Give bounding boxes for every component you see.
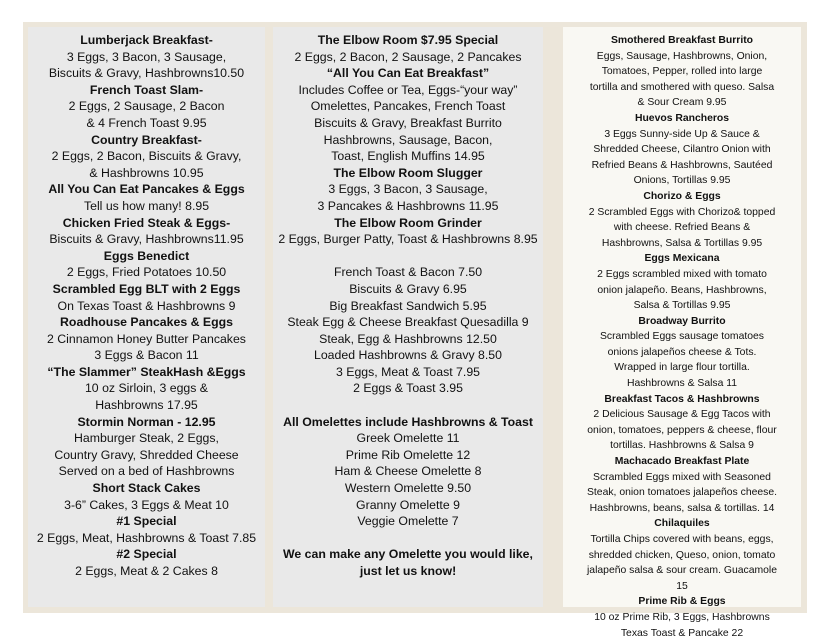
side-item: Steak, Egg & Hashbrowns 12.50: [319, 331, 497, 346]
omelette-item: Greek Omelette 11: [356, 431, 460, 446]
menu-item: [28, 364, 265, 414]
menu-item-title: Breakfast Tacos & Hashbrowns: [604, 393, 760, 405]
menu-item: [28, 314, 265, 364]
menu-item-description: 2 Eggs, 2 Sausage, 2 Bacon: [68, 99, 225, 114]
menu-item-title: The Elbow Room $7.95 Special: [317, 33, 499, 47]
menu-item-description: 10 oz Sirloin, 3 eggs &: [84, 381, 209, 396]
side-item: Biscuits & Gravy 6.95: [349, 281, 467, 296]
menu-item-title: Short Stack Cakes: [92, 481, 201, 496]
menu-item-description: 3 Eggs, 3 Bacon, 3 Sausage,: [66, 49, 227, 64]
menu-item-description: Onions, Tortillas 9.95: [633, 175, 731, 187]
menu-item-description: 2 Eggs, 2 Bacon, 2 Sausage, 2 Pancakes: [294, 49, 522, 64]
menu-item-description: Served on a bed of Hashbrowns: [58, 464, 235, 479]
menu-item-title: #1 Special: [116, 514, 177, 529]
side-item: Big Breakfast Sandwich 5.95: [329, 298, 487, 313]
menu-item-description: Biscuits & Gravy, Hashbrowns11.95: [49, 232, 244, 247]
menu-item-description: 2 Scrambled Eggs with Chorizo& topped: [588, 206, 776, 218]
menu-item-description: Biscuits & Gravy, Hashbrowns10.50: [48, 66, 245, 81]
menu-item: [28, 546, 265, 579]
menu-item-description: Biscuits & Gravy, Breakfast Burrito: [314, 115, 502, 130]
menu-item-description: 2 Cinnamon Honey Butter Pancakes: [47, 331, 246, 346]
menu-item-title: Eggs Mexicana: [644, 253, 720, 265]
omelette-item: Granny Omelette 9: [356, 497, 460, 512]
menu-item-description: Hashbrowns, Salsa & Tortillas 9.95: [601, 237, 763, 249]
menu-item-title: Broadway Burrito: [638, 315, 726, 327]
menu-item-description: with cheese. Refried Beans &: [613, 222, 751, 234]
menu-item-description: Omelettes, Pancakes, French Toast: [310, 99, 506, 114]
omelettes-heading: All Omelettes include Hashbrowns & Toast: [283, 414, 533, 429]
menu-item-title: Roadhouse Pancakes & Eggs: [60, 315, 233, 330]
menu-item-description: Eggs, Sausage, Hashbrowns, Onion,: [596, 50, 768, 62]
menu-item-title: Country Breakfast-: [91, 132, 202, 147]
menu-item-description: onion jalapeño. Beans, Hashbrowns,: [597, 284, 767, 296]
menu-item-description: 2 Eggs, Burger Patty, Toast & Hashbrowns 8.95: [278, 232, 538, 247]
menu-item-description: & Hashbrowns 10.95: [89, 165, 204, 180]
menu-item-description: Hashbrowns & Salsa 11: [626, 378, 738, 390]
menu-item: [28, 215, 265, 248]
menu-item-description: 15: [676, 580, 688, 592]
menu-item-description: Shredded Cheese, Cilantro Onion with: [593, 144, 771, 156]
menu-item-description: On Texas Toast & Hashbrowns 9: [57, 298, 236, 313]
closing-note: just let us know!: [359, 564, 457, 578]
side-item: 2 Eggs & Toast 3.95: [353, 381, 463, 396]
menu-item-description: 10 oz Prime Rib, 3 Eggs, Hashbrowns: [594, 611, 770, 623]
menu-item-title: #2 Special: [116, 547, 177, 562]
menu-item-title: Scrambled Egg BLT with 2 Eggs: [52, 281, 241, 296]
omelette-item: Western Omelette 9.50: [344, 481, 472, 496]
omelette-item: Ham & Cheese Omelette 8: [334, 464, 482, 479]
menu-item-description: Includes Coffee or Tea, Eggs-“your way”: [298, 82, 518, 97]
menu-item: [273, 65, 543, 165]
menu-item-description: Toast, English Muffins 14.95: [331, 149, 485, 164]
menu-item-description: Steak, onion tomatoes jalapeños cheese.: [586, 487, 778, 499]
menu-item-description: 2 Delicious Sausage & Egg Tacos with: [593, 409, 771, 421]
menu-item-description: & Sour Cream 9.95: [637, 97, 727, 109]
menu-item-title: All You Can Eat Pancakes & Eggs: [48, 182, 245, 197]
menu-item-title: French Toast Slam-: [89, 82, 204, 97]
menu-item-title: Machacado Breakfast Plate: [614, 456, 750, 468]
omelette-item: Veggie Omelette 7: [357, 514, 459, 529]
menu-item-title: Chorizo & Eggs: [643, 190, 721, 202]
menu-item: [563, 454, 801, 516]
menu-item-description: onions jalapeños cheese & Tots.: [607, 346, 757, 358]
menu-item-description: 3 Eggs, 3 Bacon, 3 Sausage,: [328, 182, 488, 197]
closing-note: We can make any Omelette you would like,: [283, 547, 533, 562]
menu-item-title: Stormin Norman - 12.95: [77, 414, 216, 429]
menu-item: [28, 132, 265, 182]
menu-item: [273, 32, 543, 65]
menu-item: [563, 594, 801, 641]
menu-item-description: Refried Beans & Hashbrowns, Sautéed: [591, 159, 773, 171]
menu-item-title: Eggs Benedict: [103, 248, 190, 263]
menu-item-description: 3 Pancakes & Hashbrowns 11.95: [317, 198, 499, 213]
menu-item: [28, 82, 265, 132]
menu-item-description: Texas Toast & Pancake 22: [620, 627, 744, 639]
menu-item-description: Tell us how many! 8.95: [83, 198, 210, 213]
menu-item-description: 3 Eggs Sunny-side Up & Sauce &: [604, 128, 760, 140]
menu-item: [563, 33, 801, 111]
menu-item-title: Lumberjack Breakfast-: [80, 33, 213, 47]
menu-item: [28, 181, 265, 214]
spacer: [273, 397, 543, 414]
menu-column-right: [563, 27, 801, 639]
menu-item: [28, 513, 265, 546]
menu-page: [23, 22, 807, 639]
menu-item-description: tortilla and smothered with queso. Salsa: [589, 81, 775, 93]
menu-item-title: Smothered Breakfast Burrito: [610, 35, 754, 46]
menu-item-title: Chilaquiles: [654, 518, 710, 530]
menu-item: [273, 165, 543, 215]
menu-item: [563, 111, 801, 189]
menu-column-left: [28, 27, 265, 607]
menu-item: [563, 392, 801, 454]
menu-item-description: Tortilla Chips covered with beans, eggs,: [590, 534, 774, 545]
spacer: [273, 530, 543, 547]
side-item: French Toast & Bacon 7.50: [333, 265, 483, 280]
menu-item-description: Tomatoes, Pepper, rolled into large: [601, 66, 763, 78]
menu-item-description: & 4 French Toast 9.95: [86, 115, 207, 130]
menu-item: [28, 248, 265, 281]
menu-item-description: jalapeño salsa & sour cream. Guacamole: [586, 565, 777, 577]
menu-item-description: 2 Eggs, Meat, Hashbrowns & Toast 7.85: [36, 530, 257, 545]
menu-item-title: The Elbow Room Grinder: [334, 215, 482, 230]
menu-item-description: Salsa & Tortillas 9.95: [633, 300, 731, 312]
menu-item: [563, 516, 801, 594]
menu-item-title: “The Slammer” SteakHash &Eggs: [47, 364, 246, 379]
menu-item: [273, 215, 543, 248]
side-item: 3 Eggs, Meat & Toast 7.95: [335, 364, 480, 379]
spacer: [273, 248, 543, 265]
menu-item-title: Huevos Rancheros: [634, 112, 730, 124]
menu-column-center: [273, 27, 543, 607]
menu-item-description: Hashbrowns, Sausage, Bacon,: [323, 132, 493, 147]
menu-item-description: Hamburger Steak, 2 Eggs,: [74, 431, 219, 446]
menu-item-title: Prime Rib & Eggs: [638, 596, 726, 608]
menu-item-title: The Elbow Room Slugger: [333, 165, 483, 180]
menu-item: [563, 251, 801, 313]
menu-item-description: 3 Eggs & Bacon 11: [94, 348, 199, 363]
menu-item-description: 2 Eggs scrambled mixed with tomato: [597, 268, 767, 280]
menu-item-title: Chicken Fried Steak & Eggs-: [62, 215, 231, 230]
menu-item-description: 2 Eggs, Meat & 2 Cakes 8: [75, 564, 218, 578]
menu-item-description: 2 Eggs, Fried Potatoes 10.50: [66, 265, 227, 280]
menu-item: [563, 189, 801, 251]
menu-item-description: Wrapped in large flour tortilla.: [614, 362, 750, 374]
menu-item-description: 2 Eggs, 2 Bacon, Biscuits & Gravy,: [51, 149, 242, 164]
side-item: Steak Egg & Cheese Breakfast Quesadilla 9: [287, 315, 529, 330]
menu-item-description: 3-6” Cakes, 3 Eggs & Meat 10: [64, 497, 229, 512]
side-item: Loaded Hashbrowns & Gravy 8.50: [314, 348, 502, 363]
menu-item-description: Hashbrowns, beans, salsa & tortillas. 14: [589, 502, 775, 514]
menu-item-description: Country Gravy, Shredded Cheese: [54, 447, 239, 462]
menu-item-description: Scrambled Eggs sausage tomatoes: [599, 331, 765, 343]
menu-item: [28, 32, 265, 82]
menu-item-description: onion, tomatoes, peppers & cheese, flour: [587, 424, 777, 436]
menu-item-description: tortillas. Hashbrowns & Salsa 9: [610, 440, 754, 452]
menu-item-description: Hashbrowns 17.95: [95, 398, 198, 413]
omelette-item: Prime Rib Omelette 12: [345, 447, 471, 462]
menu-item: [28, 414, 265, 480]
menu-item-title: “All You Can Eat Breakfast”: [326, 66, 490, 81]
menu-item-description: Scrambled Eggs mixed with Seasoned: [593, 471, 771, 483]
menu-item-description: shredded chicken, Queso, onion, tomato: [588, 549, 776, 561]
menu-item: [563, 314, 801, 392]
menu-item: [28, 281, 265, 314]
menu-item: [28, 480, 265, 513]
